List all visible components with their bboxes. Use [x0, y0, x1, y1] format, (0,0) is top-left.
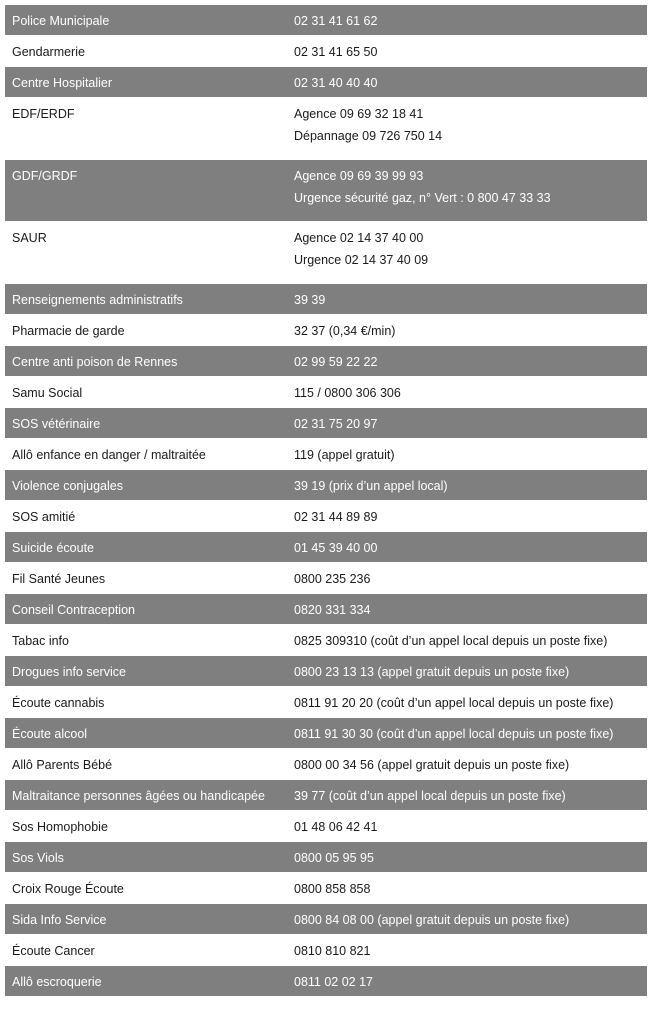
contact-number-cell: [288, 377, 647, 407]
contact-row: [5, 160, 647, 222]
contact-name: Écoute Cancer: [12, 944, 95, 958]
contact-number-cell: [288, 5, 647, 35]
contact-row: [5, 811, 647, 842]
contact-name: SOS amitié: [12, 510, 76, 524]
phone-number: Agence 09 69 39 99 93: [294, 169, 424, 183]
contact-number-cell: [288, 160, 647, 221]
contact-name: Fil Santé Jeunes: [12, 572, 106, 586]
phone-number: 02 31 40 40 40: [294, 76, 378, 90]
contact-row: [5, 5, 647, 36]
phone-number: 02 31 44 89 89: [294, 510, 378, 524]
contact-row: [5, 377, 647, 408]
contact-number-cell: [288, 811, 647, 841]
contact-name: Sida Info Service: [12, 913, 107, 927]
contact-number-cell: [288, 842, 647, 872]
contact-row: [5, 625, 647, 656]
contact-row: [5, 966, 647, 997]
contact-number-cell: [288, 966, 647, 996]
contact-row: [5, 284, 647, 315]
phone-number: 0800 00 34 56 (appel gratuit depuis un poste fixe): [294, 758, 570, 772]
contact-number-cell: [288, 935, 647, 965]
contact-name: Écoute cannabis: [12, 696, 105, 710]
phone-number: 0800 84 08 00 (appel gratuit depuis un poste fixe): [294, 913, 570, 927]
phone-number: Agence 09 69 32 18 41: [294, 107, 424, 121]
phone-number: Dépannage 09 726 750 14: [294, 129, 443, 143]
contact-row: [5, 718, 647, 749]
contact-number-cell: [288, 563, 647, 593]
contact-name: Centre Hospitalier: [12, 76, 113, 90]
phone-number: 39 77 (coût d’un appel local depuis un poste fixe): [294, 789, 566, 803]
contact-row: [5, 687, 647, 718]
contact-number-cell: [288, 780, 647, 810]
contact-number-cell: [288, 656, 647, 686]
contact-number-cell: [288, 284, 647, 314]
contact-name: EDF/ERDF: [12, 107, 75, 121]
contact-name: Samu Social: [12, 386, 83, 400]
contact-number-cell: [288, 873, 647, 903]
contact-name: Centre anti poison de Rennes: [12, 355, 178, 369]
contact-row: [5, 935, 647, 966]
contact-name: Renseignements administratifs: [12, 293, 183, 307]
contact-row: [5, 532, 647, 563]
contact-name: Sos Viols: [12, 851, 64, 865]
contact-name: Maltraitance personnes âgées ou handicapée: [12, 789, 265, 803]
contact-number-cell: [288, 470, 647, 500]
contact-row: [5, 904, 647, 935]
phone-number: 02 31 41 61 62: [294, 14, 378, 28]
phone-number: 32 37 (0,34 €/min): [294, 324, 396, 338]
phone-number: 0811 91 30 30 (coût d’un appel local depuis un poste fixe): [294, 727, 614, 741]
phone-number: 02 99 59 22 22: [294, 355, 378, 369]
contact-name: Écoute alcool: [12, 727, 88, 741]
contact-row: [5, 501, 647, 532]
contact-row: [5, 594, 647, 625]
phone-number: Urgence sécurité gaz, n° Vert : 0 800 47 33 33: [294, 191, 551, 205]
contact-row: [5, 749, 647, 780]
phone-number: 115 / 0800 306 306: [294, 386, 401, 400]
phone-number: 0810 810 821: [294, 944, 371, 958]
contact-number-cell: [288, 67, 647, 97]
phone-number: 0811 02 02 17: [294, 975, 374, 989]
contact-row: [5, 408, 647, 439]
contact-row: [5, 656, 647, 687]
contact-row: [5, 98, 647, 160]
contact-row: [5, 346, 647, 377]
phone-number: 0800 05 95 95: [294, 851, 374, 865]
contact-number-cell: [288, 408, 647, 438]
contact-name: Croix Rouge Écoute: [12, 882, 124, 896]
contact-number-cell: [288, 904, 647, 934]
contact-name: Drogues info service: [12, 665, 126, 679]
contact-name: Conseil Contraception: [12, 603, 135, 617]
contact-row: [5, 780, 647, 811]
phone-number: 119 (appel gratuit): [294, 448, 395, 462]
contact-row: [5, 470, 647, 501]
contact-row: [5, 873, 647, 904]
contact-number-cell: [288, 36, 647, 66]
phone-number: 0800 858 858: [294, 882, 371, 896]
contact-number-cell: [288, 346, 647, 376]
contact-name: Allô enfance en danger / maltraitée: [12, 448, 206, 462]
phone-number: 0800 23 13 13 (appel gratuit depuis un poste fixe): [294, 665, 570, 679]
contact-number-cell: [288, 501, 647, 531]
contact-name: Allô Parents Bébé: [12, 758, 113, 772]
phone-number: Urgence 02 14 37 40 09: [294, 253, 429, 267]
contact-name: Gendarmerie: [12, 45, 85, 59]
phone-number: 01 45 39 40 00: [294, 541, 378, 555]
contact-name: Tabac info: [12, 634, 69, 648]
contact-number-cell: [288, 718, 647, 748]
contact-number-cell: [288, 532, 647, 562]
contact-number-cell: [288, 222, 647, 283]
contact-name: SAUR: [12, 231, 47, 245]
contact-name: SOS vétérinaire: [12, 417, 101, 431]
emergency-contacts-table: [5, 5, 647, 997]
contact-number-cell: [288, 687, 647, 717]
phone-number: 0811 91 20 20 (coût d’un appel local depuis un poste fixe): [294, 696, 614, 710]
contact-number-cell: [288, 749, 647, 779]
contact-number-cell: [288, 439, 647, 469]
contact-row: [5, 36, 647, 67]
contact-number-cell: [288, 625, 647, 655]
contact-name: Pharmacie de garde: [12, 324, 125, 338]
phone-number: 02 31 75 20 97: [294, 417, 378, 431]
contact-row: [5, 563, 647, 594]
phone-number: 0825 309310 (coût d’un appel local depuis un poste fixe): [294, 634, 608, 648]
phone-number: 0820 331 334: [294, 603, 371, 617]
contact-name: Allô escroquerie: [12, 975, 102, 989]
contact-name: Violence conjugales: [12, 479, 123, 493]
phone-number: 39 19 (prix d’un appel local): [294, 479, 448, 493]
phone-number: Agence 02 14 37 40 00: [294, 231, 424, 245]
contact-row: [5, 67, 647, 98]
phone-number: 02 31 41 65 50: [294, 45, 378, 59]
contact-name: GDF/GRDF: [12, 169, 78, 183]
contact-row: [5, 222, 647, 284]
phone-number: 01 48 06 42 41: [294, 820, 378, 834]
phone-number: 39 39: [294, 293, 326, 307]
contact-name: Police Municipale: [12, 14, 110, 28]
contact-number-cell: [288, 315, 647, 345]
contact-row: [5, 439, 647, 470]
contact-row: [5, 315, 647, 346]
contact-name: Suicide écoute: [12, 541, 95, 555]
contact-name: Sos Homophobie: [12, 820, 108, 834]
contact-row: [5, 842, 647, 873]
phone-number: 0800 235 236: [294, 572, 371, 586]
contact-number-cell: [288, 594, 647, 624]
contact-number-cell: [288, 98, 647, 159]
